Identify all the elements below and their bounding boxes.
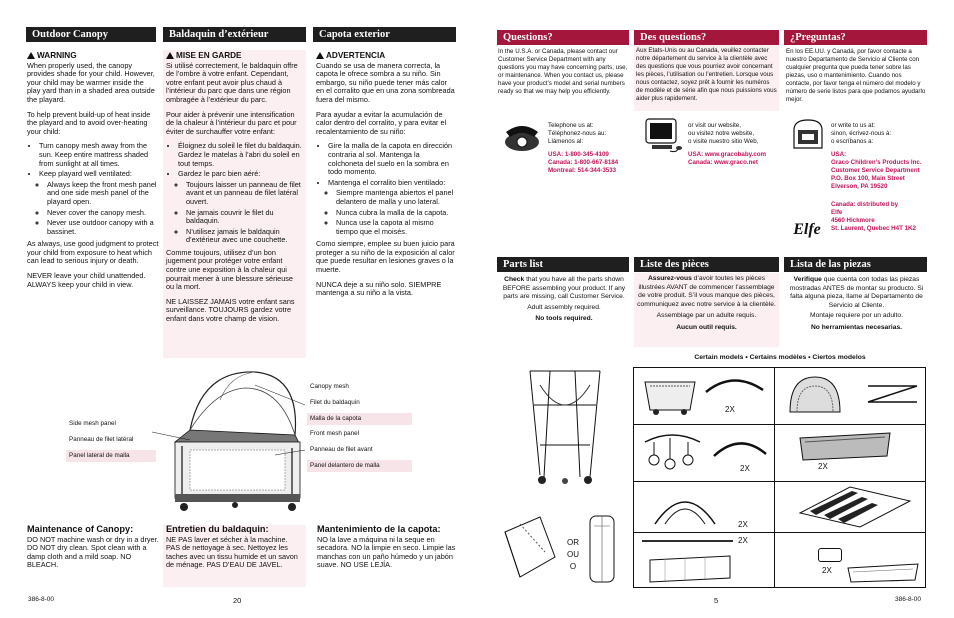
bullet-ventilated-es: • Mantenga el corralito bien ventilado: ◦ Siempre mantenga abiertos el panel delantero de malla y uno lateral. ◦ Nunca cubra la malla de la capota. ◦ Nunca use la capota al mismo tiempo que el moisés. [328, 179, 456, 237]
header-liste-pieces: Liste des pièces [634, 257, 779, 272]
maintenance-es-title: Mantenimiento de la capota: [317, 524, 441, 534]
label-canopy-mesh: Canopy mesh [310, 383, 349, 390]
qty-2x-4: 2X [738, 536, 748, 545]
warning-text-es: Cuando se usa de manera correcta, la capota le ofrece sombra a su niño. Sin embargo, su niño puede tener más calor en el corralito que en una zona sombreada fuera del mismo. [316, 60, 455, 104]
parts-en [500, 276, 628, 324]
maintenance-fr [163, 525, 306, 587]
address-ca-line4: St. Laurent, Quebec H4T 1K2 [831, 225, 916, 232]
protect-text-fr: Comme toujours, utilisez d’un bon jugement pour protéger votre enfant contre une exposition à la chaleur qui pourrait mener à une blessure sérieuse ou la mort. [166, 247, 293, 292]
label-panel-delantero: Panel delantero de malla [307, 460, 412, 472]
bullet-sun-fr: • Éloignez du soleil le filet du baldaquin. Gardez le matelas à l’abri du soleil en tout temps. [178, 142, 303, 168]
label-front-mesh: Front mesh panel [310, 430, 360, 437]
canopy-mesh-illustration [785, 372, 845, 417]
header-capota: Capota exterior [313, 27, 456, 42]
protect-text: As always, use good judgment to protect your child from exposure to heat which can lead to serious injury or death. [27, 239, 159, 266]
label-panneau-avant: Panneau de filet avant [310, 446, 373, 453]
parts-es-text: Verifique que cuenta con todas las piezas mostradas ANTES de montar su producto. Si falta alguna pieza, llame al Departamento de Servicio al Cliente. [789, 276, 924, 309]
label-panneau-lateral: Panneau de filet latéral [69, 436, 134, 443]
questions-es-text: En los EE.UU. y Canadá, por favor contacte a nuestro Departamento de Servicio al Cliente con cualquier pregunta que pueda tener sobre las piezas, uso o mantenimiento. Cuando nos contacte, por favor tenga el número del modelo y número de serie listos para que podamos ayudarlo mejor. [786, 48, 926, 103]
phone-canada[interactable]: Canada: 1-800-667-8184 [548, 159, 619, 166]
header-lista-piezas: Lista de las piezas [784, 257, 927, 272]
sub-no-bassinet-fr: ◦ N’utilisez jamais le baldaquin d’extérieur avec une couchette. [186, 228, 303, 245]
parts-fr-adult: Assemblage par un adulte requis. [656, 312, 757, 320]
mail-block [831, 122, 931, 233]
sub-never-cover: ◦ Never cover the canopy mesh. [47, 209, 159, 218]
parts-es [786, 276, 927, 333]
phone-block [548, 122, 633, 175]
sub-open-panels-fr: ◦ Toujours laisser un panneau de filet avant et un panneau de filet latéral ouvert. [186, 181, 303, 207]
never-text-es: NUNCA deje a su niño solo. SIEMPRE mantenga a su niño a la vista. [316, 279, 442, 298]
heat-text-es: Para ayudar a evitar la acumulación de calor dentro del corralito, y para evitar el recalentamiento de su niño: [316, 109, 447, 136]
web-block [688, 122, 783, 167]
right-code: 386-8-00 [895, 596, 922, 603]
phone-usa[interactable]: USA: 1-800-345-4109 [548, 151, 609, 158]
warning-title: WARNING [27, 52, 159, 61]
parts-es-tools: No herramientas necesarias. [810, 323, 903, 331]
header-parts-list: Parts list [497, 257, 629, 272]
heat-text-fr: Pour aider à prévenir une intensification de la chaleur à l’intérieur du parc et pour éviter de surchauffer votre enfant: [166, 109, 297, 136]
web-canada[interactable]: Canada: www.graco.net [688, 159, 758, 166]
parts-es-adult: Montaje requiere por un adulto. [810, 312, 903, 320]
carry-bag-illustration [500, 512, 560, 587]
parts-fr-tools: Aucun outil requis. [676, 323, 737, 331]
mobile-toys-illustration [640, 430, 705, 475]
web-usa[interactable]: USA: www.gracobaby.com [688, 151, 767, 158]
right-page-number: 5 [714, 596, 719, 605]
left-page-number: 20 [233, 596, 242, 605]
qty-2x-5: 2X [818, 462, 828, 471]
parts-fr-text: Assurez-vous d’avoir toutes les pièces illustrées AVANT de commencer l’assemblage de votre produit. S’il vous manque des pièces, communiquez avec notre service à la clientèle. [637, 275, 776, 308]
never-text: NEVER leave your child unattended. ALWAYS keep your child in view. [27, 271, 146, 289]
warning-text: When properly used, the canopy provides shade for your child. However, your child may be warmer inside the play yard than in a shaded area outside the playard. [27, 60, 155, 104]
mailbox-icon [790, 118, 826, 152]
qty-2x-2: 2X [740, 464, 750, 473]
telephone-icon [502, 120, 542, 152]
address-ca-line3: 4560 Hickmore [831, 217, 875, 224]
certain-models-label: Certain models • Certains modèles • Ciertos modelos [694, 354, 866, 361]
sub-no-bassinet: ◦ Never use outdoor canopy with a bassinet. [47, 219, 159, 236]
phone-montreal[interactable]: Montreal: 514-344-3533 [548, 167, 617, 174]
address-ca-line1: Canada: distributed by [831, 201, 899, 208]
web-label-es: o visite nuestro sitio Web, [688, 138, 759, 145]
small-pad-illustration [818, 548, 842, 562]
qty-2x-6: 2X [822, 566, 832, 575]
bracket-illustration [865, 380, 920, 408]
phone-label-es: Llámenos al: [548, 138, 584, 145]
write-label-en: or write to us at: [831, 122, 876, 129]
mattress-pad-illustration [645, 552, 735, 584]
qty-2x-1: 2X [725, 405, 735, 414]
bassinet-pad-illustration [790, 483, 920, 531]
address-usa-line4: P.O. Box 100, Main Street [831, 175, 905, 182]
address-usa-line3: Customer Service Department [831, 167, 920, 174]
header-questions: Questions? [497, 30, 629, 45]
storage-tray-illustration [843, 562, 923, 584]
bullet-sun: • Turn canopy mesh away from the sun. Keep entire mattress shaded from sunlight at all times. [39, 142, 159, 168]
never-text-fr: NE LAISSEZ JAMAIS votre enfant sans surveillance. TOUJOURS gardez votre enfant dans votre champ de vision. [166, 296, 295, 324]
elfe-logo: Elfe [793, 221, 821, 238]
phone-label-fr: Téléphonez-nous au: [548, 130, 607, 137]
sub-open-panels: ◦ Always keep the front mesh panel and one side mesh panel of the playard open. [47, 181, 159, 207]
qty-2x-3: 2X [738, 520, 748, 529]
warning-title-fr: MISE EN GARDE [166, 52, 303, 61]
side-mesh-labels [66, 418, 156, 462]
sub-never-cover-fr: ◦ Ne jamais couvrir le filet du baldaquin. [186, 209, 303, 226]
label-malla-capota: Malla de la capota [307, 413, 412, 425]
bullet-sun-es: • Gire la malla de la capota en dirección contraria al sol. Mantenga la colchoneta del suelo en la sombra en todo momento. [328, 142, 456, 176]
sub-no-bassinet-es: ◦ Nunca use la capota al mismo tiempo que el moisés. [336, 219, 456, 236]
maintenance-en [27, 525, 159, 570]
phone-label-en: Telephone us at: [548, 122, 594, 129]
bullet-ventilated: • Keep playard well ventilated: ◦ Always keep the front mesh panel and one side mesh panel of the playard open. ◦ Never cover the canopy mesh. ◦ Never use outdoor canopy with a bassinet. [39, 170, 159, 236]
front-mesh-labels [307, 428, 412, 472]
header-des-questions: Des questions? [634, 30, 779, 45]
maintenance-es [317, 525, 459, 570]
playard-frame-illustration [520, 365, 612, 490]
maintenance-en-title: Maintenance of Canopy: [27, 524, 134, 534]
address-usa-line5: Elverson, PA 19520 [831, 183, 888, 190]
canopy-mesh-labels [307, 381, 412, 425]
sub-never-cover-es: ◦ Nunca cubra la malla de la capota. [336, 209, 456, 218]
bullet-ventilated-fr: • Gardez le parc bien aéré: ◦ Toujours laisser un panneau de filet avant et un panneau de filet latéral ouvert. ◦ Ne jamais couvrir le filet du baldaquin. ◦ N’utilisez jamais le baldaquin d’extérieur avec une couchette. [178, 170, 303, 245]
canopy-rod-illustration [710, 432, 770, 462]
canopy-frame-illustration [650, 486, 720, 528]
parts-en-adult: Adult assembly required. [527, 303, 601, 311]
questions-fr-text: Aux Etats-Unis ou au Canada, veuillez contacter notre département du service à la clientèle avec des questions que vous pourriez avoir concernant les pièces, l’utilisation ou l’entretien. Lorsque vous nous contactez, soyez prêt à fournir les numéros de modèle et de série afin que nous puissions vous aider plus rapidement. [634, 45, 779, 111]
protect-text-es: Como siempre, emplee su buen juicio para proteger a su niño de la exposición al calor que puede resultar en lesiones graves o la muerte. [316, 239, 455, 275]
header-preguntas: ¿Preguntas? [784, 30, 927, 45]
warning-text-fr: Si utilisé correctement, le baldaquin offre de l’ombre à votre enfant. Cependant, votre enfant peut avoir plus chaud à l’intérieur du parc que dans une région ombragée à l’extérieur du parc. [166, 60, 298, 104]
computer-icon [640, 117, 684, 157]
parts-fr [634, 273, 779, 347]
write-label-es: o escríbanos a: [831, 138, 874, 145]
label-filet-baldaquin: Filet du baldaquin [310, 399, 360, 406]
maintenance-fr-text: NE PAS laver et sécher à la machine. PAS de nettoyage à sec. Nettoyez les taches avec un tissu humide et un savon de ménage. PAS D’EAU DE JAVEL. [166, 534, 298, 570]
straight-rod-illustration [640, 534, 735, 548]
maintenance-en-text: DO NOT machine wash or dry in a dryer. DO NOT dry clean. Spot clean with a damp cloth and a mild soap. NO BLEACH. [27, 534, 159, 570]
heat-text: To help prevent build-up of heat inside the playard and to avoid over-heating your child: [27, 109, 151, 136]
address-ca-line2: Elfe [831, 209, 843, 216]
canopy-tube-illustration [703, 372, 768, 402]
bassinet-illustration [640, 372, 700, 417]
address-usa-line2: Graco Children’s Products Inc. [831, 159, 922, 166]
sub-open-panels-es: ◦ Siempre mantenga abiertos el panel delantero de malla y uno lateral. [336, 189, 456, 206]
write-label-fr: sinon, écrivez-nous à: [831, 130, 892, 137]
web-label-en: or visit our website, [688, 122, 741, 129]
address-usa-line1: USA: [831, 151, 847, 158]
changing-station-illustration [795, 428, 895, 463]
header-baldaquin: Baldaquin d’extérieur [163, 27, 306, 42]
label-side-mesh: Side mesh panel [69, 420, 116, 427]
parts-en-text: Check that you have all the parts shown BEFORE assembling your product. If any parts are missing, call Customer Service. [502, 276, 626, 301]
web-label-fr: ou visitez notre website, [688, 130, 755, 137]
maintenance-fr-title: Entretien du baldaquin: [166, 524, 269, 534]
maintenance-es-text: NO la lave a máquina ni la seque en secadora. NO la limpie en seco. Limpie las manchas con un paño húmedo y un jabón suave. NO USE LEJÍA. [317, 534, 456, 570]
or-ou-o-label: OR OU O [567, 538, 579, 571]
header-outdoor-canopy: Outdoor Canopy [26, 27, 156, 42]
questions-en-text: In the U.S.A. or Canada, please contact our Customer Service Department with any questions you may have concerning parts, use, or maintenance. When you contact us, please have your product’s model and serial numbers ready so that we may help you efficiently. [498, 48, 628, 95]
label-panel-lateral: Panel lateral de malla [66, 450, 156, 462]
carry-bag-alt-illustration [584, 510, 620, 588]
parts-en-tools: No tools required. [535, 315, 593, 323]
warning-title-es: ADVERTENCIA [316, 52, 456, 61]
left-code: 386-8-00 [28, 596, 55, 603]
